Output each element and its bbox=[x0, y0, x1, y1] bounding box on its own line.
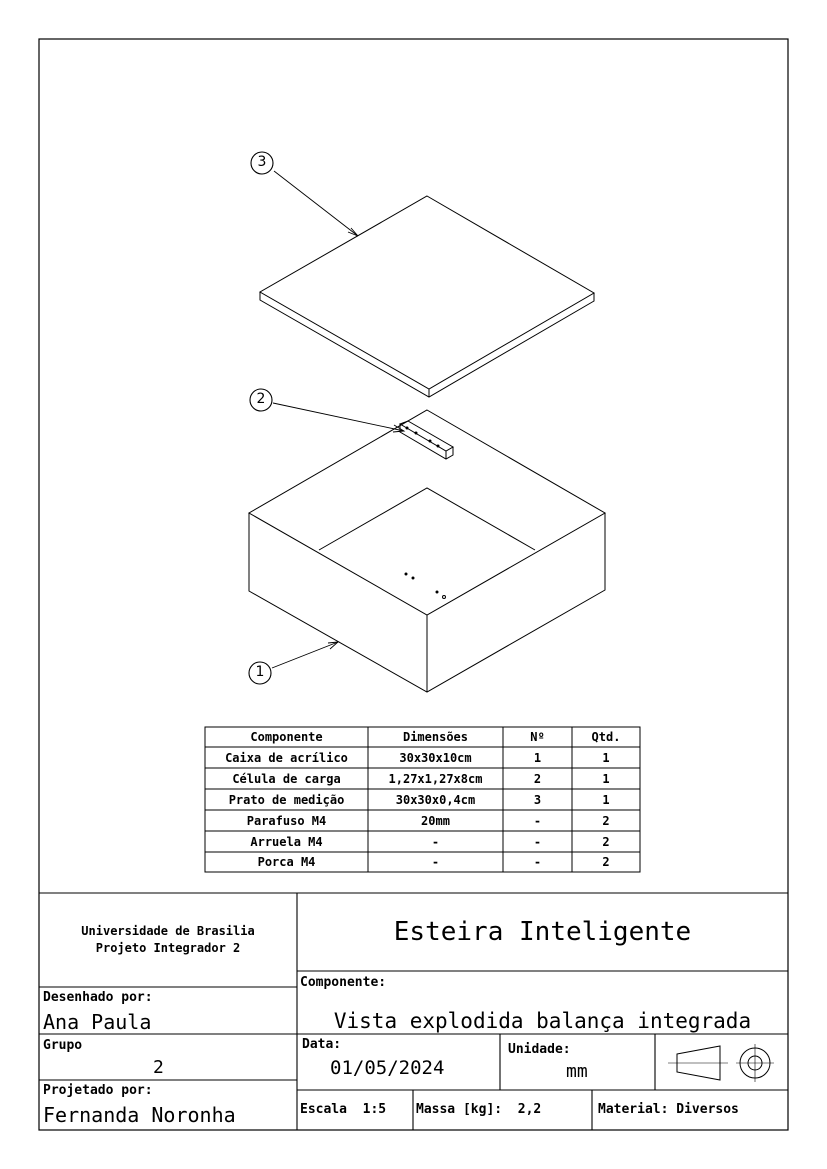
bom-row-3-component: Prato de medição bbox=[228, 793, 345, 807]
date-label: Data: bbox=[302, 1037, 342, 1052]
bom-row-1-dimensions: 30x30x10cm bbox=[399, 751, 472, 765]
designed-by-label: Projetado por: bbox=[43, 1083, 153, 1098]
bom-header-component: Componente bbox=[250, 730, 323, 744]
bom-row-6-number: - bbox=[533, 855, 542, 869]
designed-by-value: Fernanda Noronha bbox=[43, 1103, 236, 1127]
projection-symbol-icon bbox=[668, 1044, 774, 1082]
group-value: 2 bbox=[153, 1057, 164, 1078]
scale-value: Escala 1:5 bbox=[300, 1102, 387, 1117]
project-title: Esteira Inteligente bbox=[393, 917, 692, 947]
plate-part bbox=[260, 196, 594, 397]
bom-row-1-component: Caixa de acrílico bbox=[225, 751, 348, 765]
bom-header-qty: Qtd. bbox=[591, 730, 621, 744]
bom-row-1-qty: 1 bbox=[602, 751, 610, 765]
bom-row-6-component: Porca M4 bbox=[257, 855, 316, 869]
balloon-leaders bbox=[272, 171, 404, 668]
bom-row-6-dimensions: - bbox=[431, 855, 440, 869]
bom-row-4-qty: 2 bbox=[602, 814, 610, 828]
material-value: Material: Diversos bbox=[598, 1102, 739, 1117]
bom-row-4-number: - bbox=[533, 814, 542, 828]
unit-label: Unidade: bbox=[508, 1042, 571, 1057]
load-cell-part bbox=[400, 421, 453, 459]
bom-row-6-qty: 2 bbox=[602, 855, 610, 869]
mass-value: Massa [kg]: 2,2 bbox=[416, 1102, 542, 1117]
bom-row-3-qty: 1 bbox=[602, 793, 610, 807]
bom-row-2-dimensions: 1,27x1,27x8cm bbox=[388, 772, 483, 786]
unit-value: mm bbox=[566, 1061, 588, 1082]
balloon-2-label: 2 bbox=[256, 391, 266, 407]
bom-row-2-qty: 1 bbox=[602, 772, 610, 786]
date-value: 01/05/2024 bbox=[330, 1057, 445, 1079]
bom-row-5-component: Arruela M4 bbox=[250, 835, 323, 849]
balloon-1-label: 1 bbox=[255, 664, 265, 680]
balloon-circles bbox=[249, 152, 273, 684]
bom-header-dimensions: Dimensões bbox=[402, 730, 469, 744]
component-value: Vista explodida balança integrada bbox=[333, 1009, 752, 1033]
bom-row-5-qty: 2 bbox=[602, 835, 610, 849]
group-label: Grupo bbox=[43, 1038, 83, 1053]
component-label: Componente: bbox=[300, 975, 387, 990]
institution-line-2: Projeto Integrador 2 bbox=[95, 941, 241, 955]
sheet-border bbox=[39, 39, 788, 1130]
bom-row-5-number: - bbox=[533, 835, 542, 849]
drawn-by-value: Ana Paula bbox=[43, 1010, 152, 1034]
institution-line-1: Universidade de Brasilia bbox=[81, 924, 255, 938]
bom-row-3-number: 3 bbox=[533, 793, 542, 807]
bom-row-1-number: 1 bbox=[533, 751, 542, 765]
bom-header-number: Nº bbox=[530, 730, 545, 744]
bom-row-3-dimensions: 30x30x0,4cm bbox=[395, 793, 476, 807]
bom-row-5-dimensions: - bbox=[431, 835, 440, 849]
balloon-3-label: 3 bbox=[257, 154, 267, 170]
bom-row-2-component: Célula de carga bbox=[232, 772, 341, 786]
acrylic-box-part bbox=[249, 410, 605, 692]
bom-row-4-dimensions: 20mm bbox=[421, 814, 450, 828]
bom-row-4-component: Parafuso M4 bbox=[246, 814, 327, 828]
bom-row-2-number: 2 bbox=[533, 772, 542, 786]
drawn-by-label: Desenhado por: bbox=[43, 990, 153, 1005]
